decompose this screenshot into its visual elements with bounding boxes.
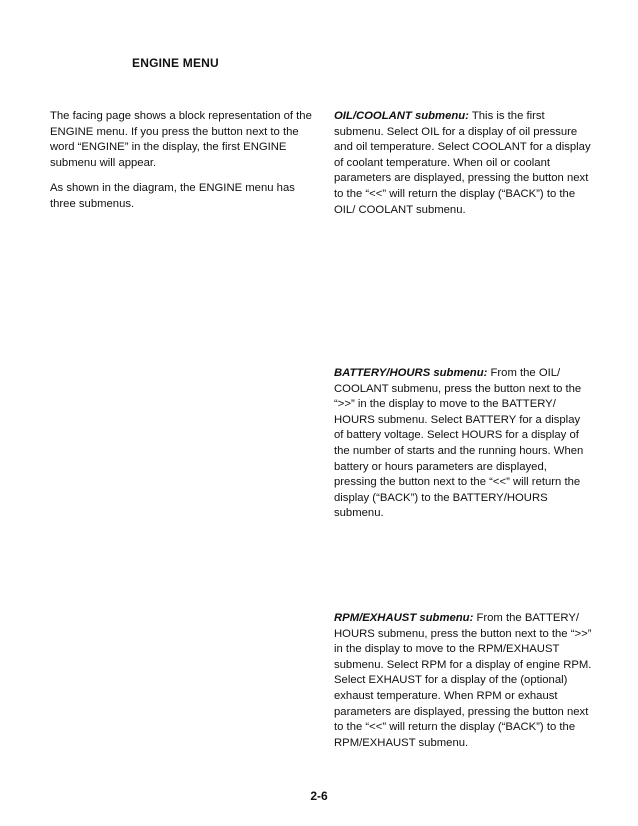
page-title: ENGINE MENU <box>132 56 219 70</box>
section-paragraph <box>334 611 592 751</box>
rpm-exhaust-section <box>334 611 592 751</box>
intro-paragraph: As shown in the diagram, the ENGINE menu has three submenus. <box>50 182 295 210</box>
page-number: 2-6 <box>310 789 328 803</box>
battery-hours-body: From the OIL/ COOLANT submenu, press the button next to the “>>” in the display to move to the BATTERY/ HOURS submenu. Select BATTERY for a display of battery voltage. Select HOURS for a display of the number of starts and the running hours. When battery or hours parameters are displayed, pressing the button next to the “<<” will return the display (“BACK”) to the BATTERY/HOURS submenu. <box>334 367 584 520</box>
battery-hours-heading: BATTERY/HOURS submenu: <box>334 367 488 379</box>
rpm-exhaust-heading: RPM/EXHAUST submenu: <box>334 612 474 624</box>
battery-hours-section <box>334 366 592 522</box>
rpm-exhaust-body: From the BATTERY/ HOURS submenu, press the button next to the “>>” in the display to move to the RPM/EXHAUST submenu. Select RPM for a display of engine RPM. Select EXHAUST for a display of the (optional) exhaust temperature. When RPM or exhaust parameters are displayed, pressing the button next to the “<<” will return the display (“BACK”) to the RPM/EXHAUST submenu. <box>334 612 592 749</box>
section-paragraph <box>334 366 592 522</box>
intro-column <box>50 109 312 223</box>
oil-coolant-body: This is the first submenu. Select OIL for a display of oil pressure and oil temperature. Select COOLANT for a display of coolant temperature. When oil or coolant parameters are displayed, pressing the button next to the “<<” will return the display (“BACK”) to the OIL/ COOLANT submenu. <box>334 110 591 216</box>
section-paragraph <box>334 109 592 218</box>
intro-paragraph: The facing page shows a block representation of the ENGINE menu. If you press the button next to the word “ENGINE” in the display, the first ENGINE submenu will appear. <box>50 110 312 169</box>
oil-coolant-section <box>334 109 592 218</box>
oil-coolant-heading: OIL/COOLANT submenu: <box>334 110 469 122</box>
